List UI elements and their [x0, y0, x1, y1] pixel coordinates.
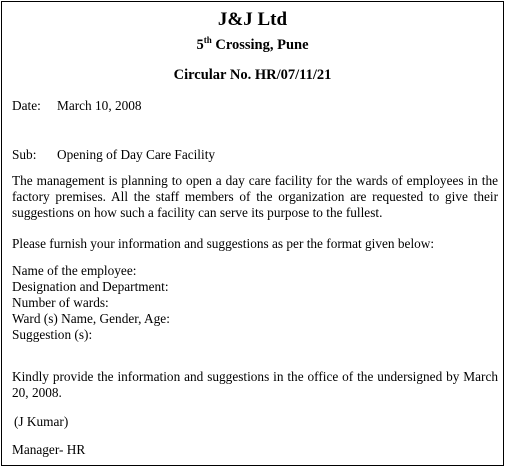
signature-name: (J Kumar): [14, 414, 69, 429]
circular-number: Circular No. HR/07/11/21: [173, 67, 332, 83]
subject-value: Opening of Day Care Facility: [57, 147, 216, 162]
body-paragraph-2: Please furnish your information and suggestions as per the format given below:: [12, 236, 435, 251]
subject-line: [12, 147, 215, 163]
subject-label: Sub:: [12, 147, 37, 162]
date-value: March 10, 2008: [57, 98, 142, 113]
date-label: Date:: [12, 98, 41, 113]
address-rest: Crossing, Pune: [211, 36, 309, 53]
address-suffix: th: [203, 35, 212, 45]
field-employee-name: Name of the employee:: [12, 263, 137, 278]
field-number-of-wards: Number of wards:: [12, 295, 109, 310]
body-paragraph-1: The management is planning to open a day care facility for the wards of employees in the factory premises. All the staff members of the organization are requested to give their suggestions on how such a facility can serve its purpose to the fullest.: [12, 173, 498, 220]
field-designation-department: Designation and Department:: [12, 279, 169, 294]
company-address: [2, 35, 503, 54]
address-number: 5: [196, 36, 204, 53]
field-suggestions: Suggestion (s):: [12, 327, 93, 342]
date-line: [12, 98, 142, 114]
circular-document: [1, 1, 504, 466]
field-ward-details: Ward (s) Name, Gender, Age:: [12, 311, 170, 326]
body-paragraph-3: Kindly provide the information and suggestions in the office of the undersigned by March 20, 2008.: [12, 369, 498, 400]
company-name: J&J Ltd: [217, 9, 288, 30]
field-list: [12, 263, 170, 343]
signature-title: Manager- HR: [12, 442, 86, 457]
